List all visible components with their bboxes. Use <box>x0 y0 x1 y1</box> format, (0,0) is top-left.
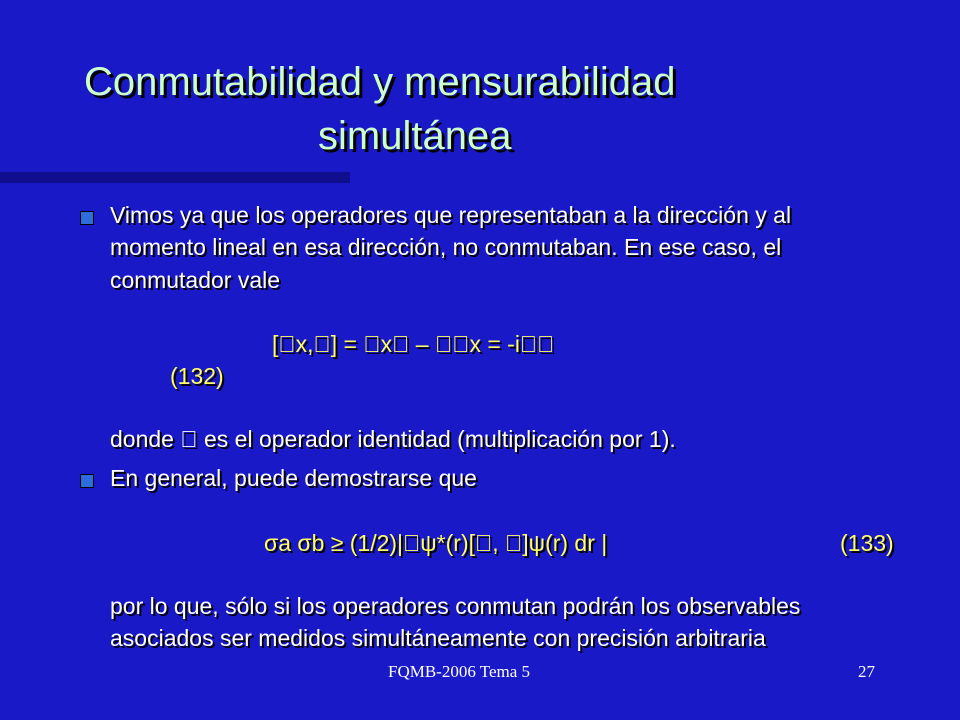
bullet1-after-text: donde es el operador identidad (multiplicación por 1). <box>110 426 653 452</box>
equation-133: σa σb ≥ (1/2)| ψ*(r)[ , ]ψ(r) dr | <box>264 530 569 556</box>
bullet-marker-2 <box>80 474 94 488</box>
bullet2-after-line2: asociados ser medidos simultáneamente con precisión arbitraria <box>110 625 766 651</box>
bullet2-after-line1: por lo que, sólo si los operadores conmutan podrán los observables <box>110 593 801 619</box>
slide-title-line2: simultánea <box>318 114 512 158</box>
bullet1-line2: momento lineal en esa dirección, no conmutaban. En ese caso, el <box>110 234 782 260</box>
bullet1-line3: conmutador vale <box>110 267 281 293</box>
equation-number-133: (133) <box>840 530 894 556</box>
footer-course: FQMB-2006 Tema 5 <box>388 662 531 681</box>
footer-page-number: 27 <box>858 662 875 681</box>
equation-number-132: (132) <box>170 363 224 389</box>
equation-132: [ x, ] = x – x = -i <box>272 331 430 357</box>
bullet2-line1: En general, puede demostrarse que <box>110 465 477 491</box>
bullet1-line1: Vimos ya que los operadores que representaban a la dirección y al <box>110 202 792 228</box>
slide-title-line1: Conmutabilidad y mensurabilidad <box>84 60 676 104</box>
bullet-marker-1 <box>80 211 94 225</box>
